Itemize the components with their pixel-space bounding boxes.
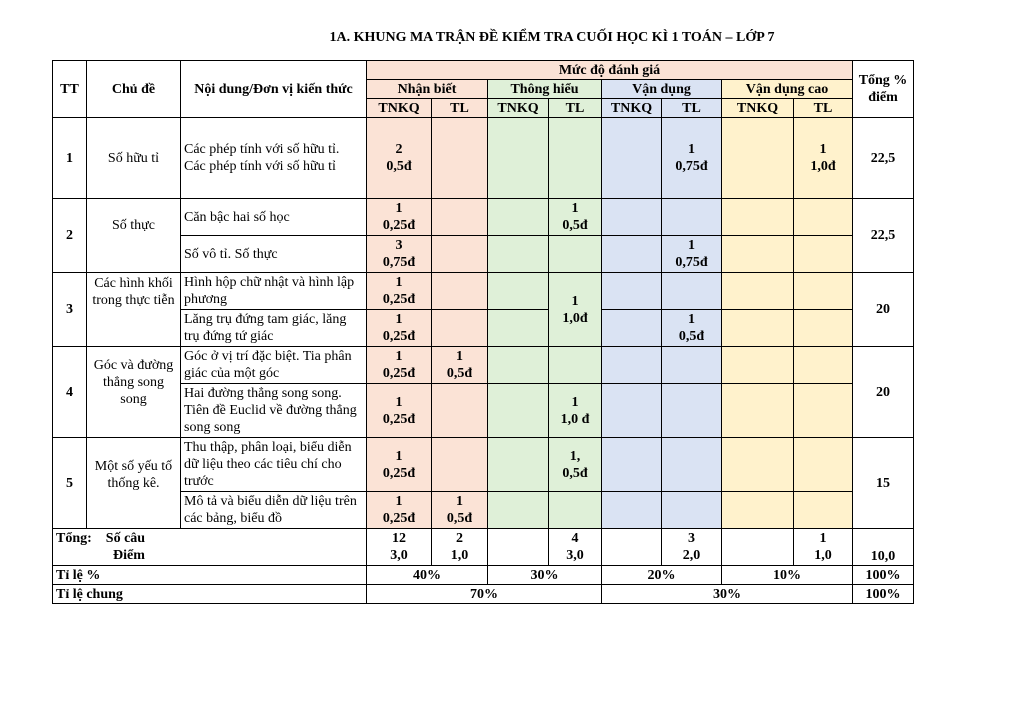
- cell-count: 1: [395, 349, 403, 364]
- header-vdc-tnkq: TNKQ: [722, 99, 794, 118]
- ti-le-chung-1: 70%: [367, 585, 602, 604]
- cell-vdc-tnkq: [722, 438, 794, 492]
- header-chu-de: Chủ đề: [87, 61, 181, 118]
- cell-nb-tl: [432, 118, 488, 199]
- cell-count: 1: [571, 293, 579, 309]
- header-van-dung-cao: Vận dụng cao: [722, 80, 853, 99]
- totals-label-line1: [56, 530, 363, 547]
- cell-th-tnkq: [488, 199, 549, 236]
- cell-th-tl: [549, 492, 602, 529]
- row-total: 20: [853, 273, 914, 347]
- cell-score: 0,75đ: [382, 255, 416, 270]
- cell-th-tl: [549, 384, 602, 438]
- cell-count: 3: [688, 531, 695, 546]
- page-title: 1A. KHUNG MA TRẬN ĐỀ KIỂM TRA CUỐI HỌC KÌ 1 TOÁN – LỚP 7: [329, 30, 775, 45]
- row-content: Mô tả và biểu diễn dữ liệu trên các bảng, biểu đồ: [181, 492, 367, 529]
- cell-count: 1: [395, 275, 403, 290]
- cell-vd-tl: [662, 199, 722, 236]
- cell-vd-tnkq: [602, 384, 662, 438]
- total-nb-tl: [432, 529, 488, 566]
- row-topic: Số hữu tỉ: [87, 118, 181, 199]
- totals-row: [53, 529, 914, 566]
- table-row: [53, 199, 914, 236]
- cell-th-tnkq: [488, 273, 549, 310]
- cell-score: 3,0: [566, 548, 584, 563]
- cell-nb-tnkq: [367, 384, 432, 438]
- cell-th-tnkq: [488, 236, 549, 273]
- header-noi-dung: Nội dung/Đơn vị kiến thức: [181, 61, 367, 118]
- row-tt: 2: [53, 199, 87, 273]
- cell-vdc-tl: [794, 310, 853, 347]
- table-row: [53, 438, 914, 492]
- cell-score: 0,25đ: [382, 292, 416, 307]
- cell-vd-tl: [662, 273, 722, 310]
- header-vd-tnkq: TNKQ: [602, 99, 662, 118]
- table-row: [53, 310, 914, 347]
- cell-th-tl: [549, 199, 602, 236]
- table-row: [53, 118, 914, 199]
- cell-score: 0,5đ: [386, 159, 412, 174]
- assessment-matrix-table: [52, 60, 914, 604]
- row-content: Lăng trụ đứng tam giác, lăng trụ đứng tứ giác: [181, 310, 367, 347]
- cell-count: 1: [819, 531, 827, 546]
- cell-count: 1: [395, 394, 403, 410]
- cell-th-tnkq: [488, 347, 549, 384]
- cell-count: 2: [395, 142, 403, 157]
- cell-vd-tl: [662, 310, 722, 347]
- table-row: [53, 347, 914, 384]
- cell-score: 0,25đ: [382, 366, 416, 381]
- cell-vdc-tnkq: [722, 236, 794, 273]
- cell-count: 1: [395, 312, 403, 327]
- cell-vdc-tl: [794, 118, 853, 199]
- header-vd-tl: TL: [662, 99, 722, 118]
- cell-nb-tnkq: [367, 273, 432, 310]
- cell-th-tl: [549, 438, 602, 492]
- ti-le-vdc: 10%: [722, 566, 853, 585]
- cell-score: 0,25đ: [382, 511, 416, 526]
- cell-score: 1,0đ: [562, 310, 588, 326]
- row-topic: Số thực: [87, 199, 181, 273]
- cell-nb-tnkq: [367, 310, 432, 347]
- header-van-dung: Vận dụng: [602, 80, 722, 99]
- total-th-tl: [549, 529, 602, 566]
- cell-count: 1: [571, 201, 579, 216]
- cell-nb-tl: [432, 273, 488, 310]
- cell-count: 1,: [569, 448, 581, 464]
- cell-nb-tnkq: [367, 199, 432, 236]
- row-tt: 4: [53, 347, 87, 438]
- cell-score: 1,0: [450, 548, 469, 563]
- cell-th-tnkq: [488, 384, 549, 438]
- cell-vd-tl: [662, 384, 722, 438]
- cell-count: 2: [456, 531, 463, 546]
- ti-le-total: 100%: [853, 566, 914, 585]
- cell-score: 1,0đ: [810, 159, 836, 174]
- cell-count: 3: [395, 238, 403, 253]
- cell-nb-tl: [432, 236, 488, 273]
- cell-th-tnkq: [488, 492, 549, 529]
- cell-nb-tl: [432, 492, 488, 529]
- cell-count: 12: [392, 531, 406, 546]
- row-topic: Một số yếu tố thống kê.: [87, 438, 181, 529]
- header-nb-tl: TL: [432, 99, 488, 118]
- total-vdc-tl: [794, 529, 853, 566]
- row-content: Hai đường thẳng song song. Tiên đề Euclid về đường thẳng song song: [181, 384, 367, 438]
- cell-vdc-tl: [794, 492, 853, 529]
- cell-count: 1: [395, 448, 403, 464]
- cell-vdc-tnkq: [722, 273, 794, 310]
- cell-vd-tl: [662, 492, 722, 529]
- header-tt: TT: [53, 61, 87, 118]
- table-row: [53, 384, 914, 438]
- cell-vdc-tnkq: [722, 310, 794, 347]
- cell-vd-tnkq: [602, 199, 662, 236]
- cell-score: 3,0: [390, 548, 408, 563]
- cell-vdc-tl: [794, 273, 853, 310]
- ti-le-chung-label: Tỉ lệ chung: [53, 585, 367, 604]
- totals-diem-label: Điểm: [113, 548, 145, 563]
- header-muc-do: Mức độ đánh giá: [367, 61, 853, 80]
- row-topic: Các hình khối trong thực tiễn: [87, 273, 181, 347]
- cell-count: 1: [688, 238, 695, 253]
- row-tt: 1: [53, 118, 87, 199]
- cell-score: 0,5đ: [678, 329, 705, 344]
- cell-th-tnkq: [488, 310, 549, 347]
- row-content: Góc ở vị trí đặc biệt. Tia phân giác của một góc: [181, 347, 367, 384]
- cell-score: 1,0 đ: [560, 411, 590, 427]
- cell-score: 0,5đ: [446, 366, 473, 381]
- cell-score: 0,5đ: [446, 511, 473, 526]
- cell-vd-tnkq: [602, 236, 662, 273]
- row-total: 22,5: [853, 199, 914, 273]
- cell-count: 1: [456, 494, 463, 509]
- cell-count: 1: [688, 142, 695, 157]
- total-vdc-tnkq: [722, 529, 794, 566]
- cell-vd-tnkq: [602, 310, 662, 347]
- ti-le-chung-2: 30%: [602, 585, 853, 604]
- table-row: [53, 492, 914, 529]
- cell-vdc-tl: [794, 236, 853, 273]
- cell-score: 2,0: [682, 548, 701, 563]
- row-total: 22,5: [853, 118, 914, 199]
- cell-th-tl: [549, 236, 602, 273]
- ti-le-vd: 20%: [602, 566, 722, 585]
- cell-count: 4: [571, 531, 579, 546]
- cell-vd-tnkq: [602, 118, 662, 199]
- cell-count: 1: [456, 349, 463, 364]
- ti-le-chung-total: 100%: [853, 585, 914, 604]
- cell-score: 0,5đ: [562, 465, 588, 481]
- cell-vdc-tl: [794, 199, 853, 236]
- row-content: Hình hộp chữ nhật và hình lập phương: [181, 273, 367, 310]
- cell-nb-tl: [432, 384, 488, 438]
- table-row: [53, 273, 914, 310]
- cell-score: 0,25đ: [382, 411, 416, 427]
- cell-vdc-tnkq: [722, 492, 794, 529]
- total-grand: 10,0: [853, 529, 914, 566]
- cell-nb-tl: [432, 199, 488, 236]
- cell-nb-tnkq: [367, 438, 432, 492]
- cell-th-tl: [549, 118, 602, 199]
- cell-vd-tnkq: [602, 438, 662, 492]
- cell-count: 1: [395, 201, 403, 216]
- cell-vd-tnkq: [602, 347, 662, 384]
- ti-le-chung-row: [53, 585, 914, 604]
- cell-score: 0,75đ: [675, 255, 708, 270]
- cell-vdc-tl: [794, 384, 853, 438]
- row-content: Số vô tỉ. Số thực: [181, 236, 367, 273]
- cell-score: 0,25đ: [382, 465, 416, 481]
- cell-vd-tl: [662, 438, 722, 492]
- cell-nb-tl: [432, 347, 488, 384]
- ti-le-nb: 40%: [367, 566, 488, 585]
- ti-le-row: [53, 566, 914, 585]
- cell-vdc-tnkq: [722, 118, 794, 199]
- cell-vd-tl: [662, 118, 722, 199]
- total-nb-tnkq: [367, 529, 432, 566]
- cell-nb-tnkq: [367, 492, 432, 529]
- cell-count: 1: [688, 312, 695, 327]
- cell-score: 0,25đ: [382, 218, 416, 233]
- total-vd-tl: [662, 529, 722, 566]
- totals-so-cau-label: Số câu: [105, 531, 146, 546]
- header-th-tnkq: TNKQ: [488, 99, 549, 118]
- header-th-tl: TL: [549, 99, 602, 118]
- cell-nb-tnkq: [367, 118, 432, 199]
- cell-score: 0,5đ: [562, 218, 588, 233]
- cell-count: 1: [395, 494, 403, 509]
- cell-nb-tl: [432, 438, 488, 492]
- header-vdc-tl: TL: [794, 99, 853, 118]
- row-total: 15: [853, 438, 914, 529]
- row-content: Căn bậc hai số học: [181, 199, 367, 236]
- cell-vdc-tl: [794, 347, 853, 384]
- cell-score: 1,0: [814, 548, 832, 563]
- header-thong-hieu: Thông hiểu: [488, 80, 602, 99]
- cell-vd-tnkq: [602, 492, 662, 529]
- row-total: 20: [853, 347, 914, 438]
- total-vd-tnkq: [602, 529, 662, 566]
- cell-count: 1: [571, 394, 579, 410]
- cell-vdc-tnkq: [722, 199, 794, 236]
- total-th-tnkq: [488, 529, 549, 566]
- row-tt: 3: [53, 273, 87, 347]
- cell-th-tnkq: [488, 118, 549, 199]
- row-content: Các phép tính với số hữu tỉ. Các phép tính với số hữu tỉ: [181, 118, 367, 199]
- table-row: [53, 236, 914, 273]
- cell-count: 1: [819, 142, 827, 157]
- cell-th-tnkq: [488, 438, 549, 492]
- cell-vdc-tnkq: [722, 384, 794, 438]
- totals-label-cell: [53, 529, 367, 566]
- cell-nb-tnkq: [367, 347, 432, 384]
- cell-vd-tl: [662, 236, 722, 273]
- ti-le-th: 30%: [488, 566, 602, 585]
- cell-vdc-tl: [794, 438, 853, 492]
- row-tt: 5: [53, 438, 87, 529]
- cell-vdc-tnkq: [722, 347, 794, 384]
- cell-score: 0,75đ: [675, 159, 708, 174]
- header-tong: Tổng % điểm: [853, 61, 914, 118]
- cell-th-tl: [549, 273, 602, 347]
- header-nb-tnkq: TNKQ: [367, 99, 432, 118]
- header-nhan-biet: Nhận biết: [367, 80, 488, 99]
- row-topic: Góc và đường thẳng song song: [87, 347, 181, 438]
- cell-vd-tl: [662, 347, 722, 384]
- cell-th-tl: [549, 347, 602, 384]
- totals-label: Tổng:: [56, 531, 92, 546]
- row-content: Thu thập, phân loại, biểu diễn dữ liệu theo các tiêu chí cho trước: [181, 438, 367, 492]
- cell-score: 0,25đ: [382, 329, 416, 344]
- cell-nb-tl: [432, 310, 488, 347]
- cell-nb-tnkq: [367, 236, 432, 273]
- ti-le-label: Tỉ lệ %: [53, 566, 367, 585]
- cell-vd-tnkq: [602, 273, 662, 310]
